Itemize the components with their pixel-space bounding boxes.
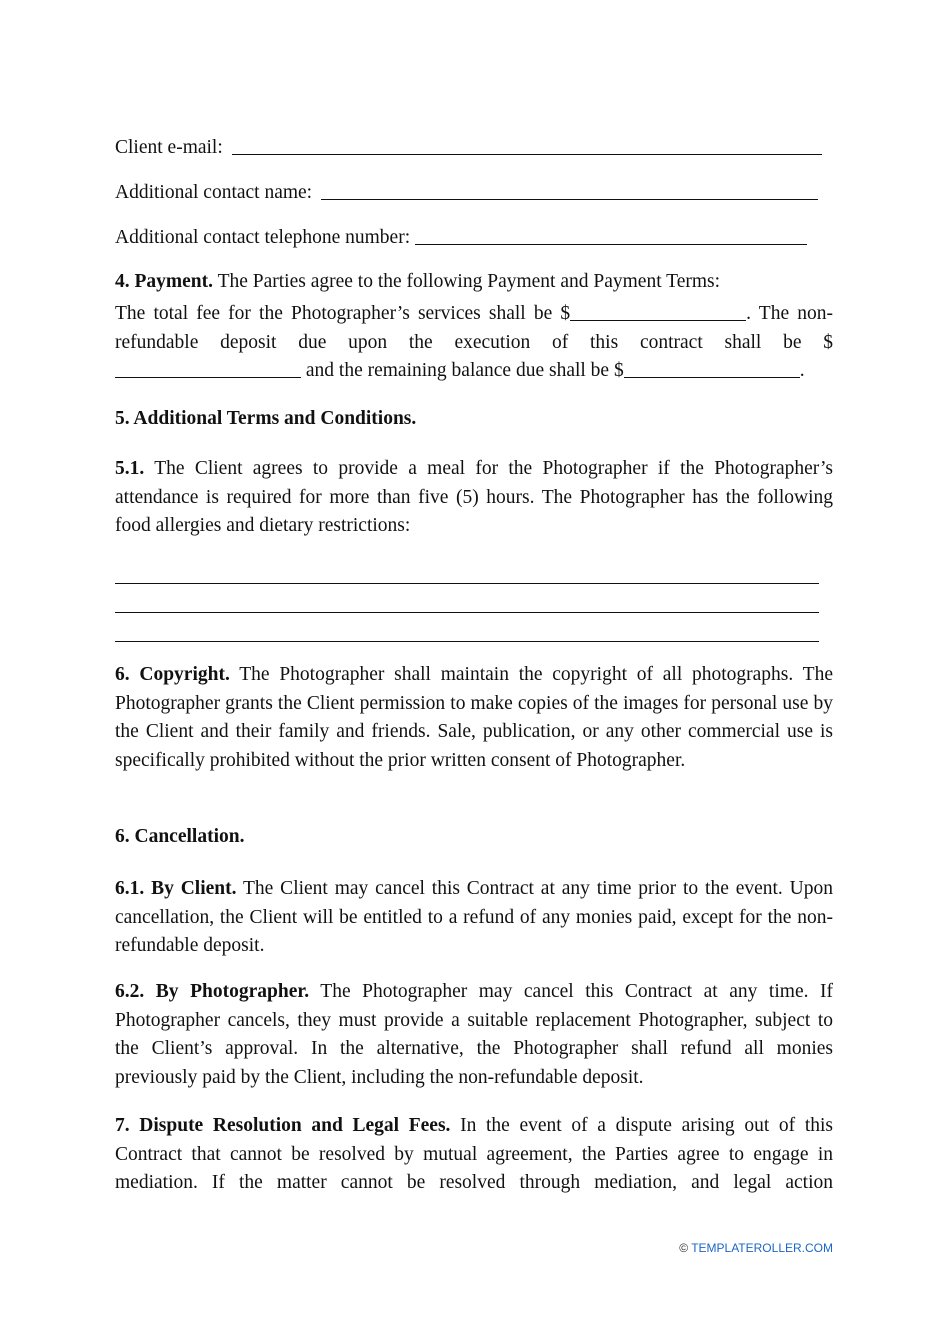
section-6-1-label: 6.1. By Client.	[115, 878, 237, 899]
dietary-blank-line-2[interactable]	[115, 612, 819, 613]
section-6-1-paragraph	[115, 875, 833, 961]
total-fee-blank[interactable]	[570, 320, 746, 321]
additional-terms-heading-line	[115, 408, 416, 430]
dietary-blank-line-1[interactable]	[115, 583, 819, 584]
additional-contact-name-label: Additional contact name:	[115, 182, 313, 203]
section-5-1-text: The Client agrees to provide a meal for the Photographer if the Photographer’s attendance is required for more than five (5) hours. The Photographer has the following food allergies and dietary restrictions:	[115, 458, 833, 537]
payment-text-total: The total fee for the Photographer’s services shall be $	[115, 303, 571, 324]
section-6-1-text: The Client may cancel this Contract at any time prior to the event. Upon cancellation, the Client will be entitled to a refund of any monies paid, except for the non-refundable deposit.	[115, 878, 833, 957]
dispute-heading: 7. Dispute Resolution and Legal Fees.	[115, 1115, 451, 1136]
copyright-heading: 6. Copyright.	[115, 664, 230, 685]
copyright-paragraph	[115, 661, 833, 776]
payment-intro: The Parties agree to the following Payment and Payment Terms:	[217, 271, 721, 292]
copyright-text: The Photographer shall maintain the copyright of all photographs. The Photographer grants the Client permission to make copies of the images for personal use by the Client and their family and friends. Sale, publication, or any other commercial use is specifically prohibited without the prior written consent of Photographer.	[115, 664, 833, 772]
payment-heading: 4. Payment.	[115, 271, 214, 292]
client-email-blank[interactable]	[232, 154, 822, 155]
payment-text-balance: and the remaining balance due shall be $	[301, 360, 624, 382]
dispute-text: In the event of a dispute arising out of this Contract that cannot be resolved by mutual agreement, the Parties agree to engage in mediation. If the matter cannot be resolved through mediation, and legal action	[115, 1115, 833, 1194]
additional-terms-heading: 5. Additional Terms and Conditions.	[115, 408, 417, 429]
cancellation-heading: 6. Cancellation.	[115, 826, 245, 847]
balance-blank[interactable]	[624, 377, 800, 378]
dispute-paragraph	[115, 1112, 833, 1198]
payment-text-deposit: . The non-refundable deposit due upon the execution of this contract shall be $	[115, 303, 833, 353]
additional-contact-name-field	[115, 182, 818, 204]
section-6-2-text: The Photographer may cancel this Contract at any time. If Photographer cancels, they must provide a suitable replacement Photographer, subject to the Client’s approval. In the alternative, the Photographer shall refund all monies previously paid by the Client, including the non-refundable deposit.	[115, 981, 834, 1089]
footer-watermark	[679, 1241, 833, 1255]
additional-contact-phone-label: Additional contact telephone number:	[115, 227, 411, 248]
payment-terms-paragraph	[115, 300, 833, 386]
additional-contact-phone-field	[115, 227, 807, 249]
dietary-blank-line-3[interactable]	[115, 641, 819, 642]
cancellation-heading-line	[115, 826, 244, 848]
templateroller-link[interactable]: TEMPLATEROLLER.COM	[691, 1241, 833, 1255]
additional-contact-phone-blank[interactable]	[415, 244, 807, 245]
section-6-2-label: 6.2. By Photographer.	[115, 981, 310, 1002]
client-email-field	[115, 137, 822, 159]
section-6-2-paragraph	[115, 978, 833, 1093]
additional-contact-name-blank[interactable]	[321, 199, 818, 200]
payment-heading-line	[115, 271, 720, 293]
copyright-symbol: ©	[679, 1241, 689, 1255]
deposit-blank[interactable]	[115, 377, 301, 378]
section-5-1-label: 5.1.	[115, 458, 145, 479]
payment-text-end: .	[799, 360, 805, 382]
section-5-1-paragraph	[115, 455, 833, 541]
client-email-label: Client e-mail:	[115, 137, 223, 158]
